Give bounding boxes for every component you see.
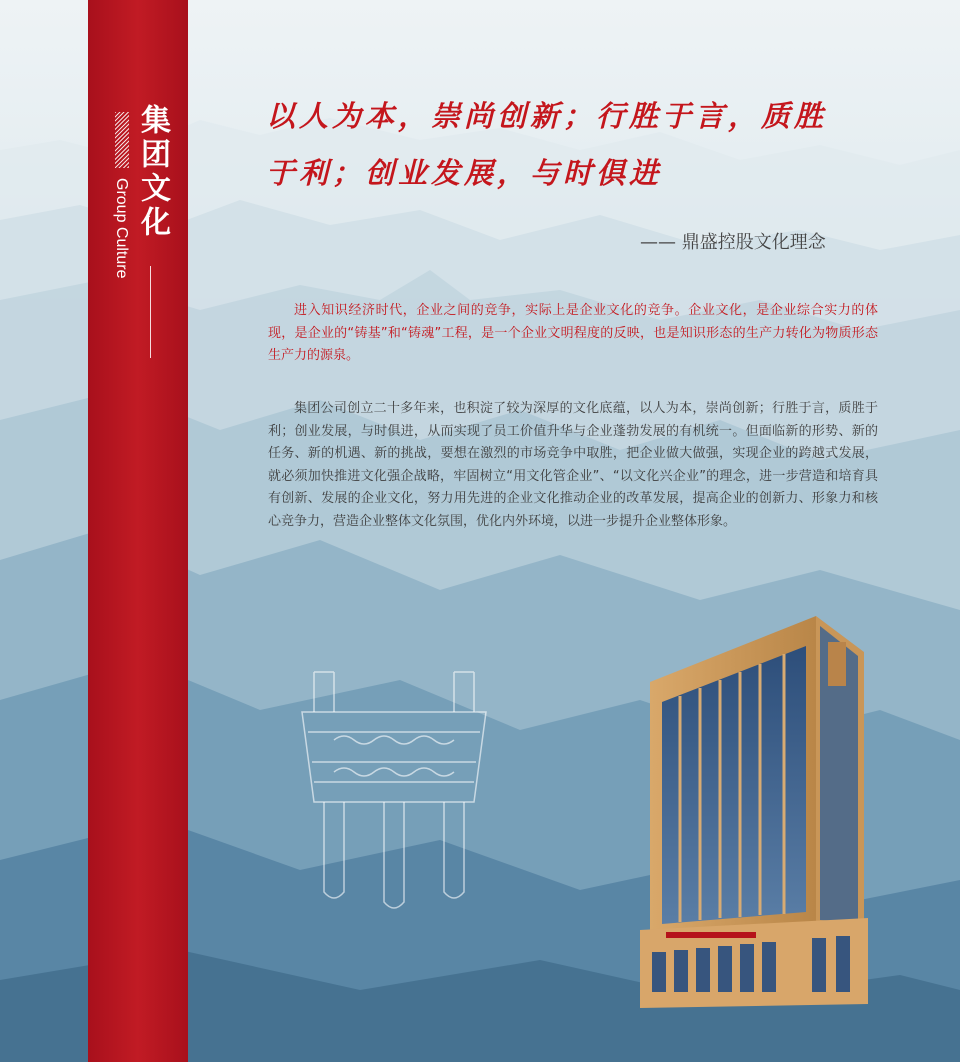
hatch-decoration (115, 112, 129, 168)
sidebar-subtitle: Group Culture (113, 178, 130, 279)
sidebar-title: 集团文化 (135, 104, 170, 240)
ding-vessel-illustration (294, 662, 494, 922)
slogan-signature: —— 鼎盛控股文化理念 (640, 232, 826, 253)
headquarters-building-illustration (636, 612, 872, 1012)
slogan-line-2: 于利；创业发展，与时俱进 (266, 156, 663, 190)
intro-paragraph: 进入知识经济时代，企业之间的竞争，实际上是企业文化的竞争。企业文化，是企业综合实力的体现，是企业的“铸基”和“铸魂”工程，是一个企业文明程度的反映，也是知识形态的生产力转化为物质形态生产力的源泉。 (268, 303, 878, 364)
body-paragraph: 集团公司创立二十多年来，也积淀了较为深厚的文化底蕴，以人为本，崇尚创新；行胜于言，质胜于利；创业发展，与时俱进，从而实现了员工价值升华与企业蓬勃发展的有机统一。但面临新的形势、新的任务、新的机遇、新的挑战，要想在激烈的市场竞争中取胜，把企业做大做强，实现企业的跨越式发展，就必须加快推进文化强企战略，牢固树立“用文化管企业”、“以文化兴企业”的理念，进一步营造和培育具有创新、发展的企业文化，努力用先进的企业文化推动企业的改革发展，提高企业的创新力、形象力和核心竞争力，营造企业整体文化氛围，优化内外环境，以进一步提升企业整体形象。 (268, 401, 878, 529)
slogan (266, 88, 886, 202)
sidebar-divider (150, 266, 151, 358)
slogan-line-1: 以人为本，崇尚创新；行胜于言，质胜 (266, 99, 828, 133)
